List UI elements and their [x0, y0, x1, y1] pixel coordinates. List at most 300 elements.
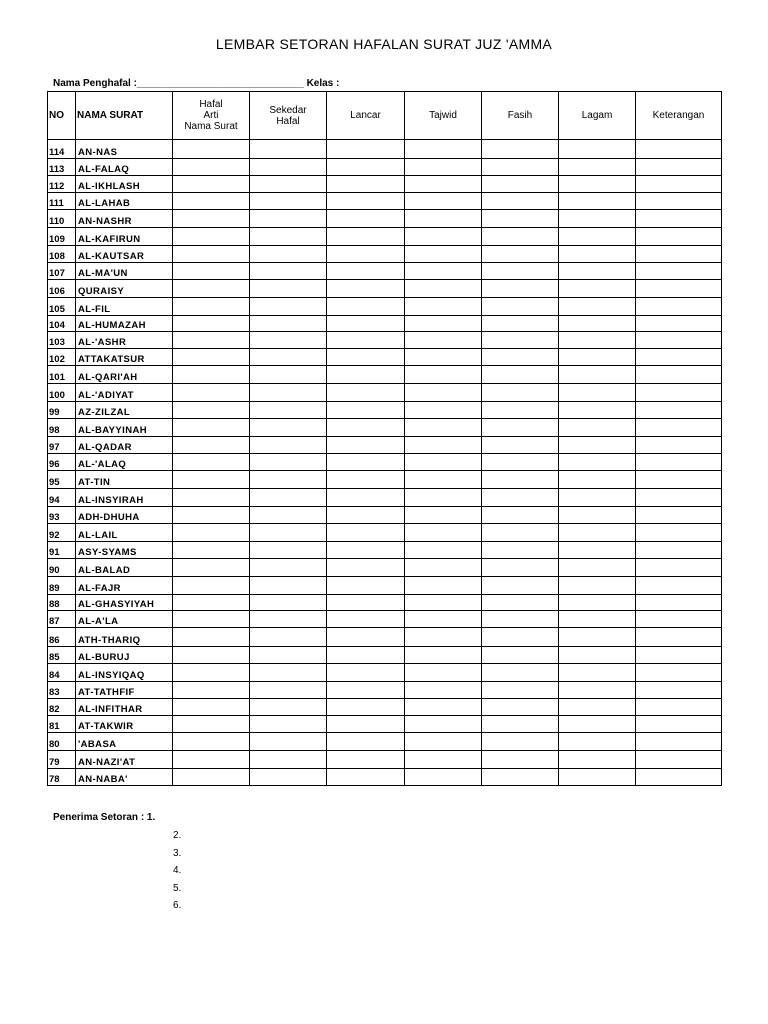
cell-lagam[interactable] [559, 384, 636, 402]
cell-sekedar-hafal[interactable] [250, 489, 327, 507]
cell-lancar[interactable] [327, 384, 405, 402]
cell-hafal-arti[interactable] [173, 542, 250, 559]
cell-tajwid[interactable] [405, 246, 482, 263]
cell-lagam[interactable] [559, 716, 636, 733]
cell-hafal-arti[interactable] [173, 280, 250, 298]
cell-keterangan[interactable] [636, 489, 722, 507]
cell-keterangan[interactable] [636, 246, 722, 263]
cell-fasih[interactable] [482, 228, 559, 246]
cell-tajwid[interactable] [405, 664, 482, 682]
cell-lagam[interactable] [559, 280, 636, 298]
cell-lancar[interactable] [327, 716, 405, 733]
cell-sekedar-hafal[interactable] [250, 524, 327, 542]
cell-hafal-arti[interactable] [173, 595, 250, 611]
cell-lancar[interactable] [327, 542, 405, 559]
cell-lancar[interactable] [327, 263, 405, 280]
cell-tajwid[interactable] [405, 559, 482, 577]
cell-tajwid[interactable] [405, 682, 482, 699]
cell-keterangan[interactable] [636, 454, 722, 471]
cell-tajwid[interactable] [405, 733, 482, 751]
cell-tajwid[interactable] [405, 176, 482, 193]
table-row [48, 628, 722, 647]
cell-keterangan[interactable] [636, 628, 722, 647]
cell-keterangan[interactable] [636, 751, 722, 769]
row-number: 108 [48, 246, 76, 263]
cell-keterangan[interactable] [636, 769, 722, 786]
cell-lagam[interactable] [559, 366, 636, 384]
cell-keterangan[interactable] [636, 716, 722, 733]
row-number: 111 [48, 193, 76, 210]
cell-sekedar-hafal[interactable] [250, 559, 327, 577]
cell-hafal-arti[interactable] [173, 471, 250, 489]
table-row [48, 316, 722, 332]
cell-lancar[interactable] [327, 647, 405, 664]
cell-fasih[interactable] [482, 769, 559, 786]
cell-hafal-arti[interactable] [173, 751, 250, 769]
cell-tajwid[interactable] [405, 524, 482, 542]
cell-lancar[interactable] [327, 751, 405, 769]
cell-keterangan[interactable] [636, 210, 722, 228]
surat-name: AL-LAHAB [76, 193, 173, 210]
cell-hafal-arti[interactable] [173, 489, 250, 507]
row-number: 96 [48, 454, 76, 471]
cell-tajwid[interactable] [405, 577, 482, 595]
cell-tajwid[interactable] [405, 419, 482, 437]
cell-lagam[interactable] [559, 140, 636, 159]
cell-fasih[interactable] [482, 140, 559, 159]
cell-keterangan[interactable] [636, 228, 722, 246]
cell-tajwid[interactable] [405, 716, 482, 733]
cell-keterangan[interactable] [636, 419, 722, 437]
cell-fasih[interactable] [482, 454, 559, 471]
cell-keterangan[interactable] [636, 699, 722, 716]
table-row [48, 298, 722, 316]
penghafal-blank[interactable]: ______________________________ [136, 78, 304, 89]
cell-tajwid[interactable] [405, 489, 482, 507]
surat-name: AZ-ZILZAL [76, 402, 173, 419]
cell-hafal-arti[interactable] [173, 210, 250, 228]
cell-hafal-arti[interactable] [173, 577, 250, 595]
cell-lagam[interactable] [559, 559, 636, 577]
cell-sekedar-hafal[interactable] [250, 507, 327, 524]
row-number: 78 [48, 769, 76, 786]
cell-lancar[interactable] [327, 332, 405, 349]
cell-fasih[interactable] [482, 682, 559, 699]
cell-lancar[interactable] [327, 524, 405, 542]
cell-lagam[interactable] [559, 507, 636, 524]
cell-sekedar-hafal[interactable] [250, 611, 327, 628]
cell-lancar[interactable] [327, 611, 405, 628]
cell-fasih[interactable] [482, 489, 559, 507]
cell-fasih[interactable] [482, 349, 559, 366]
cell-keterangan[interactable] [636, 611, 722, 628]
cell-lancar[interactable] [327, 349, 405, 366]
cell-keterangan[interactable] [636, 366, 722, 384]
cell-fasih[interactable] [482, 280, 559, 298]
cell-lagam[interactable] [559, 402, 636, 419]
cell-tajwid[interactable] [405, 595, 482, 611]
cell-keterangan[interactable] [636, 298, 722, 316]
cell-lancar[interactable] [327, 454, 405, 471]
cell-keterangan[interactable] [636, 263, 722, 280]
cell-sekedar-hafal[interactable] [250, 228, 327, 246]
cell-hafal-arti[interactable] [173, 298, 250, 316]
cell-tajwid[interactable] [405, 298, 482, 316]
cell-fasih[interactable] [482, 577, 559, 595]
cell-keterangan[interactable] [636, 384, 722, 402]
cell-sekedar-hafal[interactable] [250, 159, 327, 176]
cell-fasih[interactable] [482, 402, 559, 419]
cell-fasih[interactable] [482, 384, 559, 402]
cell-hafal-arti[interactable] [173, 664, 250, 682]
cell-sekedar-hafal[interactable] [250, 298, 327, 316]
cell-tajwid[interactable] [405, 384, 482, 402]
cell-hafal-arti[interactable] [173, 647, 250, 664]
cell-tajwid[interactable] [405, 159, 482, 176]
cell-fasih[interactable] [482, 366, 559, 384]
cell-lagam[interactable] [559, 769, 636, 786]
cell-fasih[interactable] [482, 210, 559, 228]
cell-tajwid[interactable] [405, 507, 482, 524]
cell-lancar[interactable] [327, 140, 405, 159]
cell-sekedar-hafal[interactable] [250, 349, 327, 366]
cell-keterangan[interactable] [636, 332, 722, 349]
surat-name: AL-INFITHAR [76, 699, 173, 716]
cell-lagam[interactable] [559, 733, 636, 751]
cell-lagam[interactable] [559, 471, 636, 489]
cell-fasih[interactable] [482, 628, 559, 647]
cell-tajwid[interactable] [405, 647, 482, 664]
cell-hafal-arti[interactable] [173, 176, 250, 193]
cell-sekedar-hafal[interactable] [250, 316, 327, 332]
cell-tajwid[interactable] [405, 280, 482, 298]
cell-keterangan[interactable] [636, 280, 722, 298]
cell-keterangan[interactable] [636, 559, 722, 577]
cell-fasih[interactable] [482, 595, 559, 611]
cell-lancar[interactable] [327, 628, 405, 647]
cell-tajwid[interactable] [405, 454, 482, 471]
cell-tajwid[interactable] [405, 542, 482, 559]
cell-keterangan[interactable] [636, 507, 722, 524]
cell-lancar[interactable] [327, 507, 405, 524]
table-row [48, 699, 722, 716]
cell-lancar[interactable] [327, 437, 405, 454]
cell-lancar[interactable] [327, 489, 405, 507]
cell-fasih[interactable] [482, 332, 559, 349]
cell-lagam[interactable] [559, 751, 636, 769]
table-row [48, 454, 722, 471]
cell-sekedar-hafal[interactable] [250, 210, 327, 228]
cell-fasih[interactable] [482, 316, 559, 332]
cell-hafal-arti[interactable] [173, 628, 250, 647]
cell-sekedar-hafal[interactable] [250, 176, 327, 193]
cell-keterangan[interactable] [636, 193, 722, 210]
cell-tajwid[interactable] [405, 628, 482, 647]
table-header-row [48, 92, 722, 140]
cell-fasih[interactable] [482, 542, 559, 559]
cell-fasih[interactable] [482, 246, 559, 263]
cell-lagam[interactable] [559, 664, 636, 682]
cell-hafal-arti[interactable] [173, 419, 250, 437]
cell-lagam[interactable] [559, 524, 636, 542]
cell-lancar[interactable] [327, 699, 405, 716]
cell-hafal-arti[interactable] [173, 733, 250, 751]
cell-lancar[interactable] [327, 280, 405, 298]
cell-hafal-arti[interactable] [173, 384, 250, 402]
cell-tajwid[interactable] [405, 769, 482, 786]
cell-hafal-arti[interactable] [173, 263, 250, 280]
cell-lagam[interactable] [559, 228, 636, 246]
cell-tajwid[interactable] [405, 140, 482, 159]
cell-sekedar-hafal[interactable] [250, 280, 327, 298]
cell-sekedar-hafal[interactable] [250, 595, 327, 611]
cell-lagam[interactable] [559, 595, 636, 611]
table-row [48, 193, 722, 210]
row-number: 85 [48, 647, 76, 664]
table-body [48, 140, 722, 786]
cell-lagam[interactable] [559, 628, 636, 647]
cell-keterangan[interactable] [636, 471, 722, 489]
cell-tajwid[interactable] [405, 699, 482, 716]
cell-fasih[interactable] [482, 664, 559, 682]
cell-lagam[interactable] [559, 159, 636, 176]
cell-hafal-arti[interactable] [173, 454, 250, 471]
cell-fasih[interactable] [482, 699, 559, 716]
surat-name: 'ABASA [76, 733, 173, 751]
cell-lagam[interactable] [559, 437, 636, 454]
surat-name: AL-IKHLASH [76, 176, 173, 193]
cell-tajwid[interactable] [405, 437, 482, 454]
cell-lagam[interactable] [559, 210, 636, 228]
cell-sekedar-hafal[interactable] [250, 402, 327, 419]
cell-fasih[interactable] [482, 263, 559, 280]
cell-fasih[interactable] [482, 611, 559, 628]
cell-lagam[interactable] [559, 699, 636, 716]
surat-name: AN-NAS [76, 140, 173, 159]
cell-sekedar-hafal[interactable] [250, 699, 327, 716]
cell-lagam[interactable] [559, 647, 636, 664]
cell-tajwid[interactable] [405, 471, 482, 489]
cell-sekedar-hafal[interactable] [250, 419, 327, 437]
cell-sekedar-hafal[interactable] [250, 716, 327, 733]
cell-hafal-arti[interactable] [173, 611, 250, 628]
cell-hafal-arti[interactable] [173, 402, 250, 419]
col-keterangan: Keterangan [636, 92, 722, 140]
cell-hafal-arti[interactable] [173, 559, 250, 577]
cell-lancar[interactable] [327, 769, 405, 786]
surat-name: AL-GHASYIYAH [76, 595, 173, 611]
table-row [48, 611, 722, 628]
cell-lancar[interactable] [327, 246, 405, 263]
row-number: 95 [48, 471, 76, 489]
cell-sekedar-hafal[interactable] [250, 542, 327, 559]
cell-lagam[interactable] [559, 332, 636, 349]
cell-lancar[interactable] [327, 664, 405, 682]
cell-sekedar-hafal[interactable] [250, 366, 327, 384]
cell-lancar[interactable] [327, 366, 405, 384]
cell-fasih[interactable] [482, 159, 559, 176]
cell-tajwid[interactable] [405, 193, 482, 210]
cell-tajwid[interactable] [405, 611, 482, 628]
cell-tajwid[interactable] [405, 366, 482, 384]
table-row [48, 246, 722, 263]
cell-fasih[interactable] [482, 419, 559, 437]
cell-lancar[interactable] [327, 733, 405, 751]
cell-lagam[interactable] [559, 577, 636, 595]
cell-sekedar-hafal[interactable] [250, 384, 327, 402]
cell-keterangan[interactable] [636, 647, 722, 664]
cell-tajwid[interactable] [405, 263, 482, 280]
cell-lagam[interactable] [559, 298, 636, 316]
table-row [48, 664, 722, 682]
penghafal-label: Nama Penghafal : [53, 78, 137, 89]
cell-hafal-arti[interactable] [173, 524, 250, 542]
cell-fasih[interactable] [482, 647, 559, 664]
cell-fasih[interactable] [482, 471, 559, 489]
cell-keterangan[interactable] [636, 733, 722, 751]
cell-tajwid[interactable] [405, 210, 482, 228]
table-row [48, 716, 722, 733]
cell-hafal-arti[interactable] [173, 349, 250, 366]
cell-lancar[interactable] [327, 316, 405, 332]
table-row [48, 263, 722, 280]
cell-lancar[interactable] [327, 419, 405, 437]
cell-lagam[interactable] [559, 316, 636, 332]
table-row [48, 733, 722, 751]
page-title: LEMBAR SETORAN HAFALAN SURAT JUZ 'AMMA [215, 36, 553, 52]
cell-sekedar-hafal[interactable] [250, 733, 327, 751]
row-number: 106 [48, 280, 76, 298]
cell-hafal-arti[interactable] [173, 193, 250, 210]
cell-lancar[interactable] [327, 298, 405, 316]
cell-sekedar-hafal[interactable] [250, 769, 327, 786]
col-tajwid: Tajwid [405, 92, 482, 140]
cell-lagam[interactable] [559, 263, 636, 280]
cell-fasih[interactable] [482, 176, 559, 193]
cell-hafal-arti[interactable] [173, 682, 250, 699]
cell-sekedar-hafal[interactable] [250, 454, 327, 471]
cell-lagam[interactable] [559, 489, 636, 507]
cell-lancar[interactable] [327, 471, 405, 489]
cell-keterangan[interactable] [636, 595, 722, 611]
cell-lagam[interactable] [559, 176, 636, 193]
cell-fasih[interactable] [482, 751, 559, 769]
cell-hafal-arti[interactable] [173, 159, 250, 176]
cell-fasih[interactable] [482, 716, 559, 733]
cell-keterangan[interactable] [636, 349, 722, 366]
cell-sekedar-hafal[interactable] [250, 664, 327, 682]
cell-hafal-arti[interactable] [173, 246, 250, 263]
cell-sekedar-hafal[interactable] [250, 751, 327, 769]
row-number: 101 [48, 366, 76, 384]
cell-fasih[interactable] [482, 559, 559, 577]
cell-fasih[interactable] [482, 733, 559, 751]
cell-keterangan[interactable] [636, 437, 722, 454]
cell-lagam[interactable] [559, 454, 636, 471]
cell-lancar[interactable] [327, 193, 405, 210]
cell-lagam[interactable] [559, 349, 636, 366]
cell-sekedar-hafal[interactable] [250, 628, 327, 647]
cell-lagam[interactable] [559, 193, 636, 210]
cell-lancar[interactable] [327, 159, 405, 176]
cell-keterangan[interactable] [636, 316, 722, 332]
cell-hafal-arti[interactable] [173, 769, 250, 786]
cell-tajwid[interactable] [405, 402, 482, 419]
cell-hafal-arti[interactable] [173, 316, 250, 332]
cell-hafal-arti[interactable] [173, 332, 250, 349]
cell-tajwid[interactable] [405, 349, 482, 366]
cell-keterangan[interactable] [636, 524, 722, 542]
cell-sekedar-hafal[interactable] [250, 140, 327, 159]
cell-hafal-arti[interactable] [173, 228, 250, 246]
cell-sekedar-hafal[interactable] [250, 437, 327, 454]
cell-hafal-arti[interactable] [173, 437, 250, 454]
cell-hafal-arti[interactable] [173, 140, 250, 159]
table-row [48, 524, 722, 542]
cell-lancar[interactable] [327, 577, 405, 595]
cell-hafal-arti[interactable] [173, 716, 250, 733]
cell-lagam[interactable] [559, 246, 636, 263]
cell-sekedar-hafal[interactable] [250, 647, 327, 664]
surat-name: ATTAKATSUR [76, 349, 173, 366]
cell-hafal-arti[interactable] [173, 699, 250, 716]
cell-sekedar-hafal[interactable] [250, 577, 327, 595]
cell-keterangan[interactable] [636, 682, 722, 699]
cell-lancar[interactable] [327, 559, 405, 577]
cell-lancar[interactable] [327, 176, 405, 193]
cell-sekedar-hafal[interactable] [250, 193, 327, 210]
cell-fasih[interactable] [482, 524, 559, 542]
surat-name: AL-'ALAQ [76, 454, 173, 471]
surat-name: AL-BURUJ [76, 647, 173, 664]
cell-lagam[interactable] [559, 611, 636, 628]
cell-lancar[interactable] [327, 595, 405, 611]
cell-keterangan[interactable] [636, 542, 722, 559]
cell-sekedar-hafal[interactable] [250, 471, 327, 489]
cell-lagam[interactable] [559, 419, 636, 437]
table-row [48, 682, 722, 699]
cell-keterangan[interactable] [636, 176, 722, 193]
cell-lagam[interactable] [559, 542, 636, 559]
cell-sekedar-hafal[interactable] [250, 246, 327, 263]
cell-keterangan[interactable] [636, 402, 722, 419]
cell-lancar[interactable] [327, 682, 405, 699]
cell-keterangan[interactable] [636, 159, 722, 176]
cell-lagam[interactable] [559, 682, 636, 699]
cell-lancar[interactable] [327, 210, 405, 228]
cell-tajwid[interactable] [405, 316, 482, 332]
table-row [48, 366, 722, 384]
cell-hafal-arti[interactable] [173, 366, 250, 384]
cell-lancar[interactable] [327, 228, 405, 246]
cell-lancar[interactable] [327, 402, 405, 419]
cell-sekedar-hafal[interactable] [250, 332, 327, 349]
cell-keterangan[interactable] [636, 577, 722, 595]
cell-fasih[interactable] [482, 193, 559, 210]
cell-fasih[interactable] [482, 298, 559, 316]
cell-sekedar-hafal[interactable] [250, 682, 327, 699]
cell-fasih[interactable] [482, 507, 559, 524]
cell-tajwid[interactable] [405, 228, 482, 246]
cell-keterangan[interactable] [636, 140, 722, 159]
cell-keterangan[interactable] [636, 664, 722, 682]
cell-tajwid[interactable] [405, 751, 482, 769]
cell-fasih[interactable] [482, 437, 559, 454]
table-row [48, 176, 722, 193]
cell-sekedar-hafal[interactable] [250, 263, 327, 280]
cell-tajwid[interactable] [405, 332, 482, 349]
cell-hafal-arti[interactable] [173, 507, 250, 524]
